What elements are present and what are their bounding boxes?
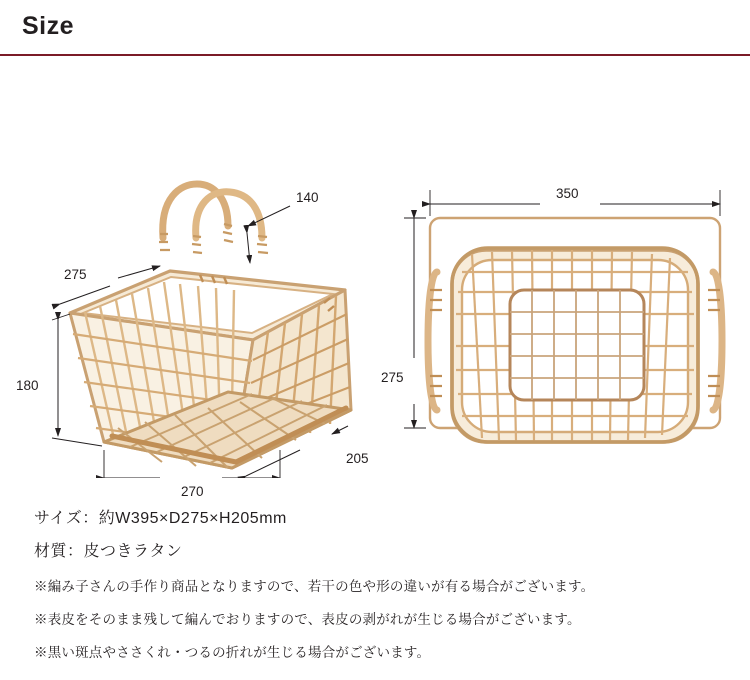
dimension-label-base-depth: 205 (346, 451, 369, 466)
basket-diagram-svg (0, 58, 750, 478)
spec-size: サイズ：約W395×D275×H205mm (34, 510, 287, 527)
note-item: ※黒い斑点やささくれ・つるの折れが生じる場合がございます。 (34, 645, 431, 660)
dimension-label-top-depth: 275 (64, 267, 87, 282)
basket-perspective-drawing (70, 184, 351, 468)
section-header (0, 0, 750, 56)
basket-top-drawing (427, 218, 722, 442)
dimension-label-body-height: 180 (16, 378, 39, 393)
page-title: Size (22, 12, 75, 40)
dimension-label-overall-depth: 275 (381, 370, 404, 385)
note-item: ※編み子さんの手作り商品となりますので、若干の色や形の違いが有る場合がございます。 (34, 579, 595, 594)
spec-material: 材質：皮つきラタン (34, 543, 183, 560)
dimension-label-base-width: 270 (181, 484, 204, 499)
note-item: ※表皮をそのまま残して編んでおりますので、表皮の剥がれが生じる場合がございます。 (34, 612, 581, 627)
dimension-label-overall-width: 350 (556, 186, 579, 201)
dimension-label-handle-height: 140 (296, 190, 319, 205)
size-diagram-area (0, 58, 750, 499)
